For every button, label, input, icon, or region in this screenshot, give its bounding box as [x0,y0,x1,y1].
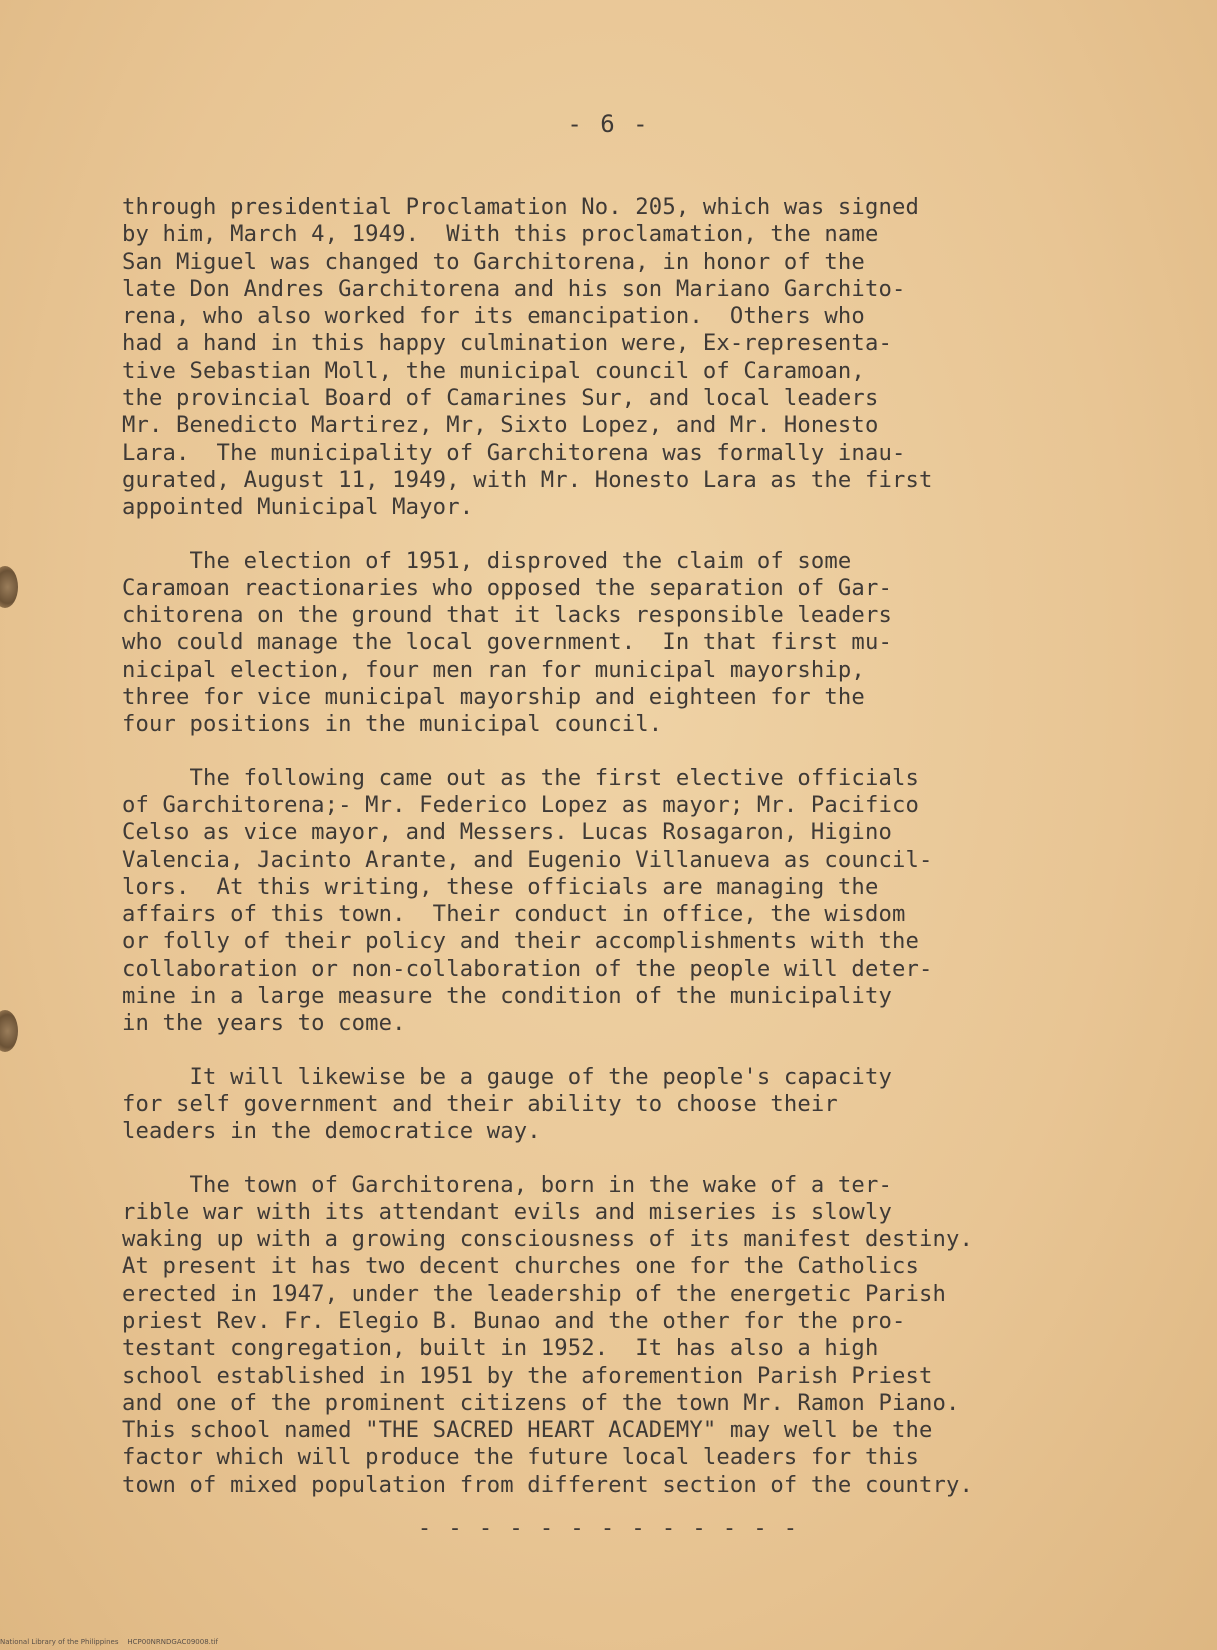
paragraph [122,194,1202,522]
text-line: affairs of this town. Their conduct in office, the wisdom [122,901,906,928]
body-text [122,194,1202,1525]
text-line: three for vice municipal mayorship and eighteen for the [122,684,865,711]
paragraph [122,548,1202,739]
text-line: The town of Garchitorena, born in the wake of a ter- [122,1171,892,1198]
text-line: collaboration or non-collaboration of the people will deter- [122,955,933,982]
text-line: leaders in the democratice way. [122,1118,541,1145]
text-line: Celso as vice mayor, and Messers. Lucas Rosagaron, Higino [122,819,892,846]
text-line: late Don Andres Garchitorena and his son Mariano Garchito- [122,275,906,302]
text-line: of Garchitorena;- Mr. Federico Lopez as mayor; Mr. Pacifico [122,791,919,818]
text-line: town of mixed population from different section of the country. [122,1471,974,1498]
text-line: or folly of their policy and their accomplishments with the [122,928,919,955]
text-line: It will likewise be a gauge of the people's capacity [122,1063,892,1090]
text-line: had a hand in this happy culmination were, Ex-representa- [122,330,892,357]
text-line: Mr. Benedicto Martirez, Mr, Sixto Lopez, and Mr. Honesto [122,412,879,439]
paragraph [122,1064,1202,1146]
text-line: erected in 1947, under the leadership of the energetic Parish [122,1280,946,1307]
text-line: factor which will produce the future local leaders for this [122,1444,919,1471]
paragraph [122,1172,1202,1500]
text-line: priest Rev. Fr. Elegio B. Bunao and the other for the pro- [122,1307,906,1334]
text-line: in the years to come. [122,1010,406,1037]
page-number: - 6 - [567,110,650,138]
text-line: and one of the prominent citizens of the town Mr. Ramon Piano. [122,1389,960,1416]
text-line: rible war with its attendant evils and miseries is slowly [122,1198,892,1225]
text-line: four positions in the municipal council. [122,711,663,738]
text-line: rena, who also worked for its emancipation. Others who [122,303,865,330]
text-line: Caramoan reactionaries who opposed the separation of Gar- [122,574,892,601]
text-line: who could manage the local government. In that first mu- [122,629,892,656]
text-line: by him, March 4, 1949. With this proclamation, the name [122,221,879,248]
text-line: San Miguel was changed to Garchitorena, in honor of the [122,248,865,275]
text-line: testant congregation, built in 1952. It has also a high [122,1335,879,1362]
text-line: school established in 1951 by the aforemention Parish Priest [122,1362,933,1389]
text-line: Lara. The municipality of Garchitorena was formally inau- [122,439,906,466]
text-line: tive Sebastian Moll, the municipal council of Caramoan, [122,357,865,384]
text-line: for self government and their ability to choose their [122,1090,838,1117]
text-line: The election of 1951, disproved the claim of some [122,547,852,574]
closing-rule: - - - - - - - - - - - - - [417,1516,800,1541]
text-line: waking up with a growing consciousness of its manifest destiny. [122,1226,974,1253]
text-line: chitorena on the ground that it lacks responsible leaders [122,602,892,629]
binder-hole [0,566,18,608]
footer-note: National Library of the Philippines HCP00NRNDGAC09008.tif [0,1638,219,1646]
paragraph [122,765,1202,1038]
text-line: At present it has two decent churches one for the Catholics [122,1253,919,1280]
text-line: nicipal election, four men ran for municipal mayorship, [122,656,865,683]
text-line: lors. At this writing, these officials are managing the [122,873,879,900]
binder-hole [0,1010,18,1052]
text-line: Valencia, Jacinto Arante, and Eugenio Villanueva as council- [122,846,933,873]
text-line: gurated, August 11, 1949, with Mr. Honesto Lara as the first [122,466,933,493]
text-line: through presidential Proclamation No. 205, which was signed [122,194,919,220]
text-line: The following came out as the first elective officials [122,764,919,791]
text-line: appointed Municipal Mayor. [122,494,474,521]
text-line: the provincial Board of Camarines Sur, and local leaders [122,385,879,412]
text-line: mine in a large measure the condition of the municipality [122,983,892,1010]
text-line: This school named "THE SACRED HEART ACADEMY" may well be the [122,1417,933,1444]
